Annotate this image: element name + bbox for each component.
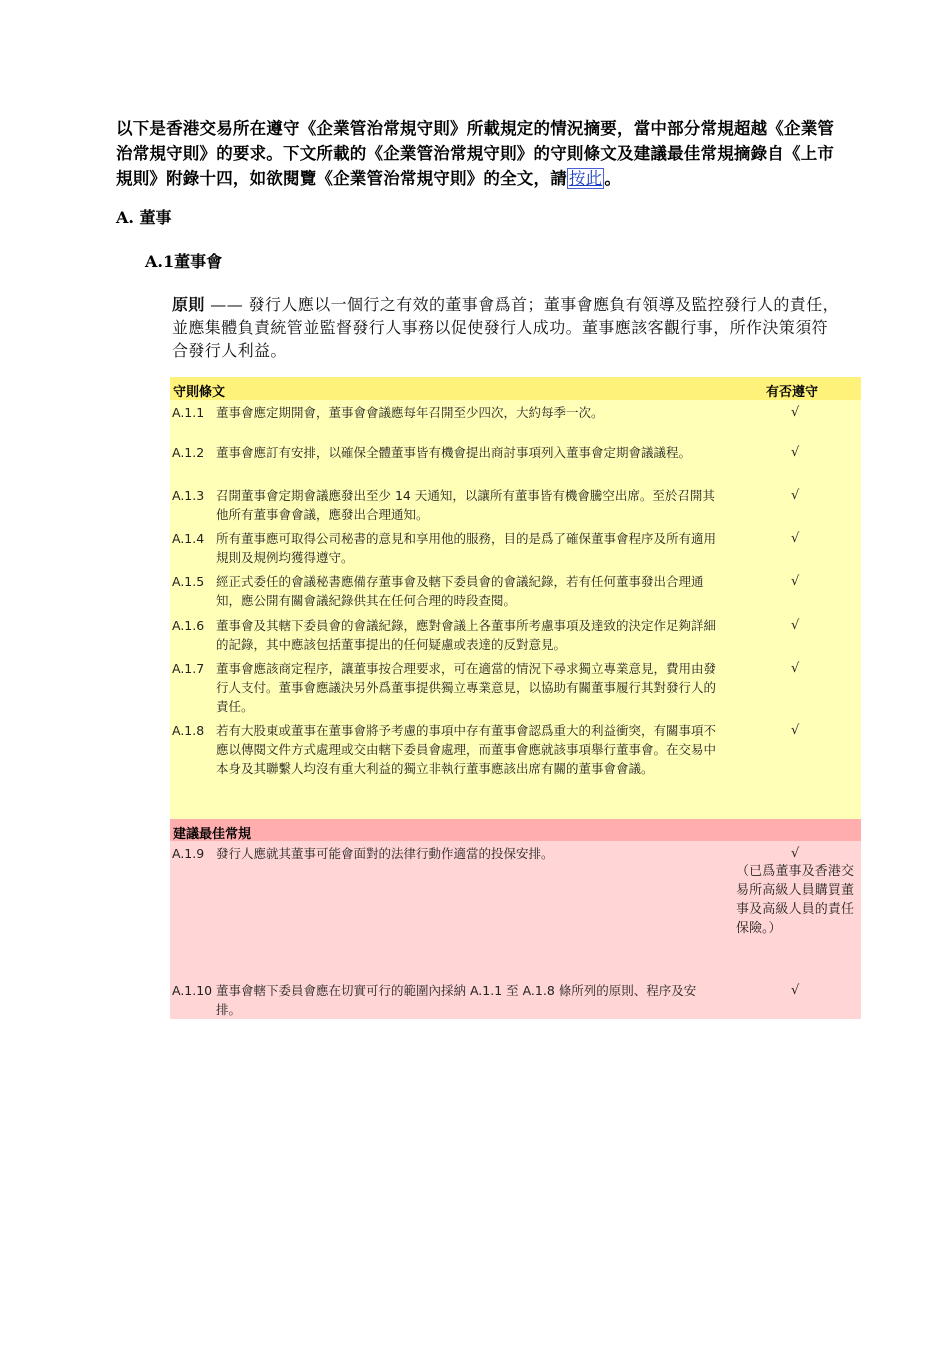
check-mark-icon: √: [791, 488, 800, 503]
principle-text: 發行人應以一個行之有效的董事會爲首；董事會應負有領導及監控發行人的責任，並應集體負責統管並監督發行人事務以促使發行人成功。董事應該客觀行事，所作決策須符合發行人利益。: [172, 295, 839, 360]
row-number: A.1.2: [172, 445, 205, 460]
check-mark-icon: √: [791, 574, 800, 589]
row-number: A.1.9: [172, 846, 205, 861]
row-number: A.1.6: [172, 618, 205, 633]
row-text: 發行人應就其董事可能會面對的法律行動作適當的投保安排。: [216, 846, 554, 861]
row-number: A.1.7: [172, 661, 205, 676]
row-number: A.1.10: [172, 983, 213, 998]
row-text: 董事會應該商定程序，讓董事按合理要求，可在適當的情況下尋求獨立專業意見，費用由發行人支付。董事會應議決另外爲董事提供獨立專業意見，以協助有關董事履行其對發行人的責任。: [216, 661, 717, 714]
principle-heading: 原則: [172, 295, 205, 314]
intro-text: 以下是香港交易所在遵守《企業管治常規守則》所載規定的情況摘要，當中部分常規超越《企業管治常規守則》的要求。下文所載的《企業管治常規守則》的守則條文及建議最佳常規摘錄自《上市規則》附錄十四，如欲閱覽《企業管治常規守則》的全文，請: [116, 119, 835, 188]
code-provisions-section: [170, 377, 861, 819]
row-number: A.1.1: [172, 405, 205, 420]
compliance-header: 有否遵守: [766, 385, 819, 400]
intro-paragraph: [116, 116, 840, 191]
row-number: A.1.4: [172, 531, 205, 546]
row-number: A.1.5: [172, 574, 205, 589]
section-heading-a: A. 董事: [116, 208, 172, 227]
check-mark-icon: √: [791, 618, 800, 633]
row-text: 董事會應定期開會，董事會會議應每年召開至少四次，大約每季一次。: [216, 405, 604, 420]
principle-paragraph: [172, 293, 840, 362]
row-text: 董事會轄下委員會應在切實可行的範圍內採納 A.1.1 至 A.1.8 條所列的原則、程序及安排。: [216, 983, 697, 1017]
check-mark-icon: √: [791, 846, 800, 861]
check-mark-icon: √: [791, 531, 800, 546]
best-practices-header-row: [170, 819, 861, 841]
best-practices-section: [170, 819, 861, 1019]
row-text: 召開董事會定期會議應發出至少 14 天通知，以讓所有董事皆有機會騰空出席。至於召開其他所有董事會會議，應發出合理通知。: [216, 488, 715, 522]
row-number: A.1.3: [172, 488, 205, 503]
check-mark-icon: √: [791, 405, 800, 420]
check-mark-icon: √: [791, 661, 800, 676]
code-provisions-header: 守則條文: [173, 385, 226, 400]
compliance-note: （已爲董事及香港交易所高級人員購買董事及高級人員的責任保險。）: [736, 864, 854, 936]
check-mark-icon: √: [791, 445, 800, 460]
intro-end: 。: [604, 169, 622, 188]
row-text: 所有董事應可取得公司秘書的意見和享用他的服務，目的是爲了確保董事會程序及所有適用規則及規例均獲得遵守。: [216, 531, 717, 565]
check-mark-icon: √: [791, 723, 800, 738]
row-text: 若有大股東或董事在董事會將予考慮的事項中存有董事會認爲重大的利益衝突，有關事項不應以傳閱文件方式處理或交由轄下委員會處理，而董事會應就該事項舉行董事會。在交易中本身及其聯繫人均沒有重大利益的獨立非執行董事應該出席有關的董事會會議。: [216, 723, 717, 776]
subsection-heading-a1: A.1董事會: [145, 252, 223, 271]
row-text: 經正式委任的會議秘書應備存董事會及轄下委員會的會議紀錄，若有任何董事發出合理通知，應公開有關會議紀錄供其在任何合理的時段查閱。: [216, 574, 704, 608]
best-practices-header: 建議最佳常規: [173, 827, 252, 842]
row-text: 董事會應訂有安排，以確保全體董事皆有機會提出商討事項列入董事會定期會議議程。: [216, 445, 692, 460]
principle-dash: ——: [204, 295, 249, 314]
check-mark-icon: √: [791, 983, 800, 998]
click-here-link[interactable]: 按此: [568, 169, 603, 188]
row-text: 董事會及其轄下委員會的會議紀錄，應對會議上各董事所考慮事項及達致的決定作足夠詳細的記錄，其中應該包括董事提出的任何疑慮或表達的反對意見。: [216, 618, 717, 652]
code-provisions-header-row: [170, 377, 861, 400]
row-number: A.1.8: [172, 723, 205, 738]
